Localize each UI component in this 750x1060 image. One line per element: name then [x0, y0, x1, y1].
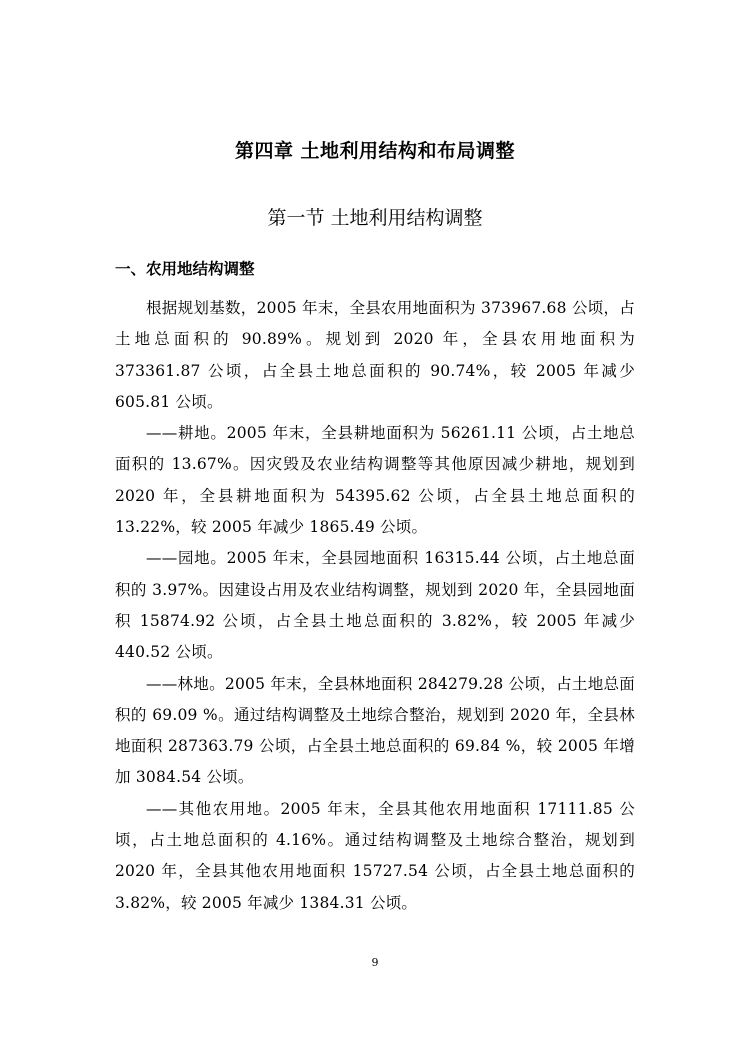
subsection-title: 一、农用地结构调整 [115, 260, 255, 278]
section-title: 第一节 土地利用结构调整 [267, 207, 483, 229]
paragraph-garden-land: ——园地。2005 年末，全县园地面积 16315.44 公顷，占土地总面积的 3.97%。因建设占用及农业结构调整，规划到 2020 年，全县园地面积 15874.92 公顷，占全县土地总面积的 3.82%，较 2005 年减少 440.52 公顷。 [115, 549, 635, 662]
page-number: 9 [371, 956, 379, 969]
chapter-title: 第四章 土地利用结构和布局调整 [234, 140, 516, 162]
paragraph-agricultural-land: 根据规划基数，2005 年末，全县农用地面积为 373967.68 公顷，占土地总面积的 90.89%。规划到 2020 年，全县农用地面积为 373361.87 公顷，占全县土地总面积的 90.74%，较 2005 年减少 605.81 公顷。 [115, 299, 635, 411]
paragraph-cultivated-land: ——耕地。2005 年末，全县耕地面积为 56261.11 公顷，占土地总面积的 13.67%。因灾毁及农业结构调整等其他原因减少耕地，规划到 2020 年，全县耕地面积为 54395.62 公顷，占全县土地总面积的 13.22%，较 2005 年减少 1865.49 公顷。 [115, 424, 635, 537]
body-text [115, 293, 635, 919]
paragraph-other-agricultural-land: ——其他农用地。2005 年末，全县其他农用地面积 17111.85 公顷，占土地总面积的 4.16%。通过结构调整及土地综合整治，规划到 2020 年，全县其他农用地面积 15727.54 公顷，占全县土地总面积的 3.82%，较 2005 年减少 1384.31 公顷。 [115, 799, 635, 912]
paragraph-forest-land: ——林地。2005 年末，全县林地面积 284279.28 公顷，占土地总面积的 69.09 %。通过结构调整及土地综合整治，规划到 2020 年，全县林地面积 287363.79 公顷，占全县土地总面积的 69.84 %，较 2005 年增加 3084.54 公顷。 [115, 674, 635, 787]
